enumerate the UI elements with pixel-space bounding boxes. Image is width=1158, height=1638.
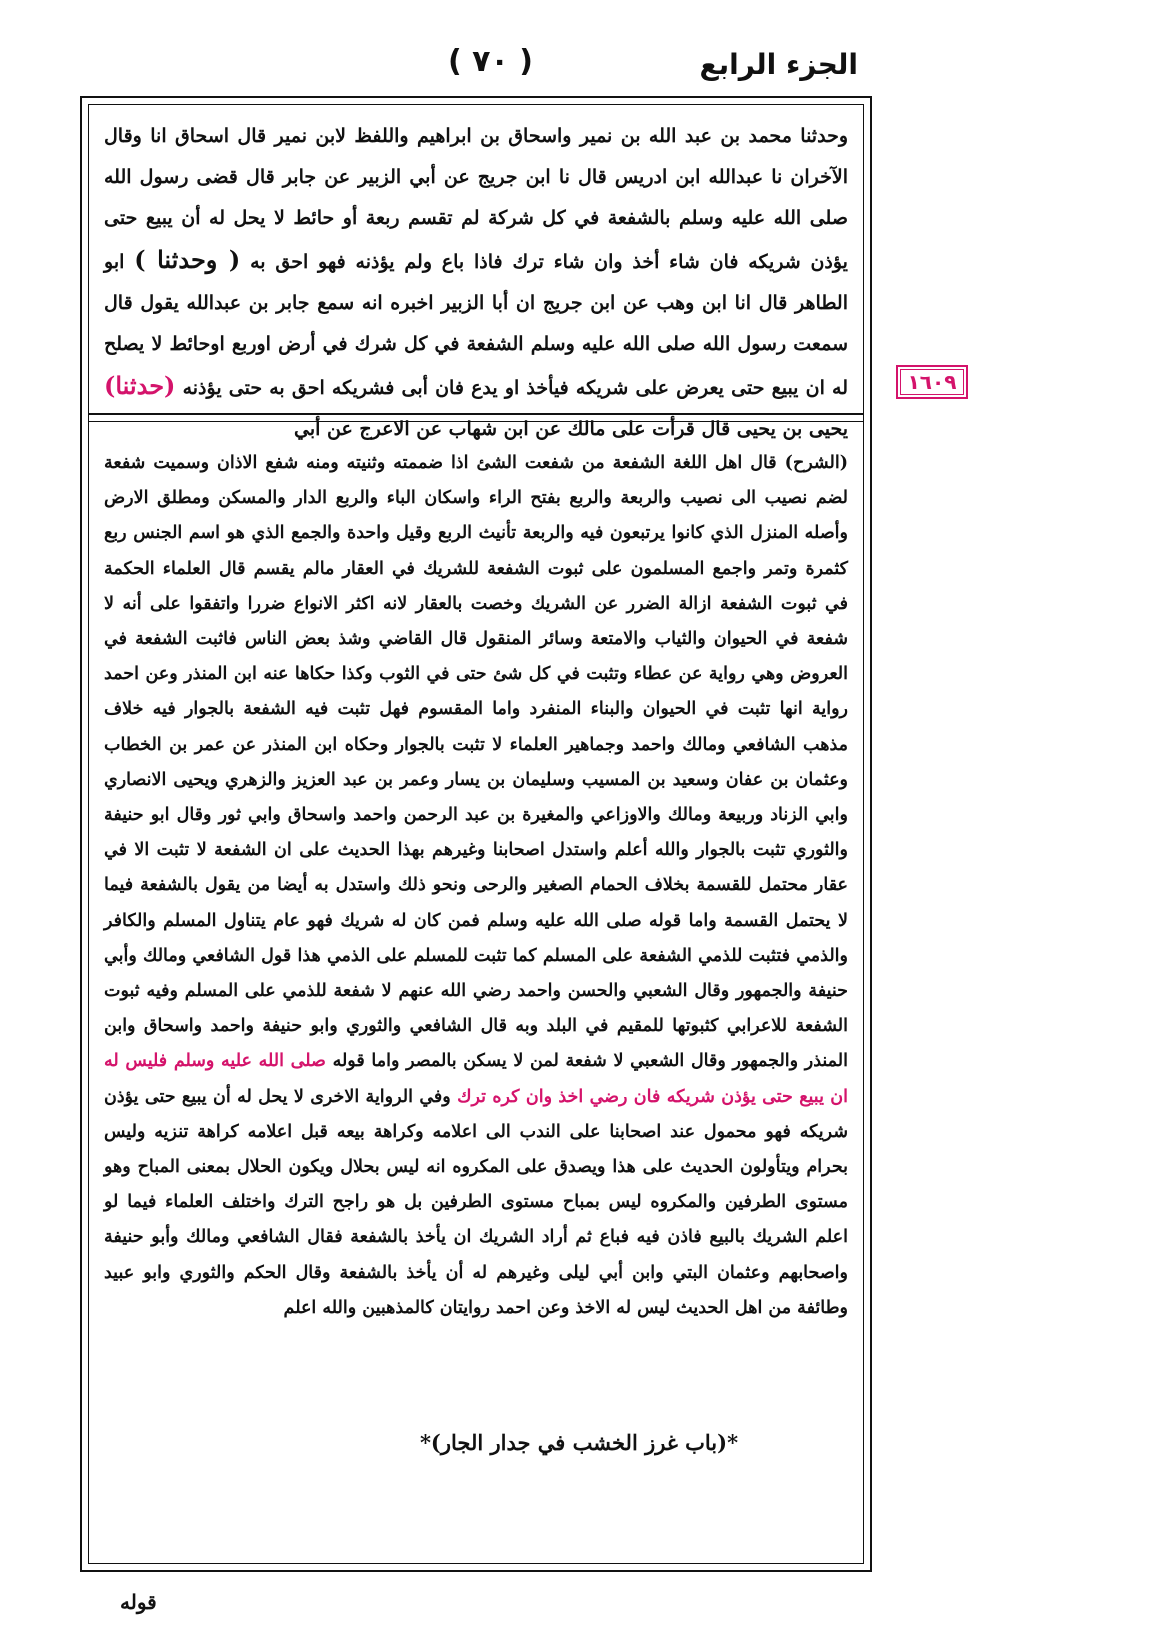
hadith-number-box [896,365,968,399]
bab-heading: *(باب غرز الخشب في جدار الجار)* [419,1430,739,1455]
hadith-segment-1: وحدثنا محمد بن عبد الله بن نمير واسحاق بن ابراهيم واللفظ لابن نمير قال اسحاق انا وقال الآخران نا عبدالله ابن ادريس قال نا ابن جريج عن أبي الزبير عن جابر قال قضى رسول الله صلى الله عليه وسلم بالشفعة في كل شركة لم تقسم ربعة أو حائط لا يحل له أن يبيع حتى يؤذن شريكه فان شاء أخذ وان شاء ترك فاذا باع ولم يؤذنه فهو احق به [104,125,848,273]
section-separator [88,413,864,415]
sharh-paragraph-2: وفي الرواية الاخرى لا يحل له أن يبيع حتى يؤذن شريكه فهو محمول عند اصحابنا على الندب الى اعلامه وكراهة بيعه قبل اعلامه كراهة تنزيه وليس بحرام ويتأولون الحديث على هذا ويصدق على المكروه انه ليس بحلال ويكون الحلال بمعنى المباح وهو مستوى الطرفين والمكروه ليس بمباح مستوى الطرفين بل هو راجح الترك واختلف العلماء فيما لو اعلم الشريك بالبيع فاذن فيه فباع ثم أراد الشريك ان يأخذ بالشفعة فقال الشافعي ومالك وأبو حنيفة واصحابهم وعثمان البتي وابن أبي ليلى وغيرهم له أن يأخذ بالشفعة وقال الحكم والثوري وابو عبيد وطائفة من اهل الحديث ليس له الاخذ وعن احمد روايتان كالمذهبين والله اعلم [104,1086,848,1318]
hadith-segment-2: ابو الطاهر قال انا ابن وهب عن ابن جريج ان أبا الزبير اخبره انه سمع جابر بن عبدالله يقول قال سمعت رسول الله صلى الله عليه وسلم الشفعة في كل شرك في أرض اوربع اوحائط لا يصلح له ان يبيع حتى يعرض على شريكه فيأخذ او يدع فان أبى فشريكه احق به حتى يؤذنه [104,251,848,399]
page-frame [80,96,872,1572]
sharh-label: (الشرح) [784,453,848,473]
section-separator-inner [88,421,864,422]
hadith-text [104,116,848,450]
hadith-segment-3: يحيى بن يحيى قال قرأت على مالك عن ابن شهاب عن الاعرج عن أبي [293,418,848,440]
hadith-label-wahaddathana: ( وحدثنا ) [134,245,241,274]
running-header-part: الجزء الرابع [699,48,858,81]
sharh-quoted-hadith: صلى الله عليه وسلم فليس له ان يبيع حتى يؤذن شريكه فان رضي اخذ وان كره ترك [104,1051,848,1107]
page-number: ( ٧٠ ) [448,44,533,79]
catchword: قوله [120,1590,157,1614]
hadith-label-haddathana: (حدثنا) [104,371,176,400]
hadith-number: ١٦٠٩ [900,369,964,395]
sharh-paragraph-1: قال اهل اللغة الشفعة من شفعت الشئ اذا ضممته وثنيته ومنه شفع الاذان وسميت شفعة لضم نصيب الى نصيب والربعة والربع بفتح الراء واسكان الباء والربع الدار والمسكن ومطلق الارض وأصله المنزل الذي كانوا يرتبعون فيه والربعة تأنيث الربع وقيل واحدة والجمع الذي هو اسم الجنس ربع كثمرة وتمر واجمع المسلمون على ثبوت الشفعة للشريك في العقار مالم يقسم قال العلماء الحكمة في ثبوت الشفعة ازالة الضرر عن الشريك وخصت بالعقار لانه اكثر الانواع ضررا واتفقوا على أنه لا شفعة في الحيوان والثياب والامتعة وسائر المنقول قال القاضي وشذ بعض الناس فاثبت الشفعة في العروض وهي رواية عن عطاء وتثبت في كل شئ حتى في الثوب وكذا حكاها عنه ابن المنذر وعن احمد رواية انها تثبت في الحيوان والبناء المنفرد واما المقسوم فهل تثبت فيه الشفعة بالجوار فيه خلاف مذهب الشافعي ومالك واحمد وجماهير العلماء لا تثبت بالجوار وحكاه ابن المنذر عن عمر بن الخطاب وعثمان بن عفان وسعيد بن المسيب وسليمان بن يسار وعمر بن عبد العزيز والزهري ويحيى الانصاري وابي الزناد وربيعة ومالك والاوزاعي والمغيرة بن عبد الرحمن واحمد واسحاق وابي ثور وقال ابو حنيفة والثوري تثبت بالجوار والله أعلم واستدل اصحابنا وغيرهم بهذا الحديث على ان الشفعة لا تثبت الا في عقار محتمل للقسمة بخلاف الحمام الصغير والرحى ونحو ذلك واستدل به أيضا من يقول بالشفعة فيما لا يحتمل القسمة واما قوله صلى الله عليه وسلم فمن كان له شريك فهو عام يتناول المسلم والكافر والذمي فتثبت للذمي الشفعة على المسلم كما تثبت للمسلم على الذمي هذا قول الشافعي ومالك وأبي حنيفة والجمهور وقال الشعبي والحسن واحمد رضي الله عنهم لا شفعة للذمي على المسلم وفيه ثبوت الشفعة للاعرابي كثبوتها للمقيم في البلد وبه قال الشافعي والثوري وابو حنيفة واحمد واسحاق وابن المنذر والجمهور وقال الشعبي لا شفعة لمن لا يسكن بالمصر واما قوله [104,453,848,1072]
sharh-commentary [104,446,848,1326]
